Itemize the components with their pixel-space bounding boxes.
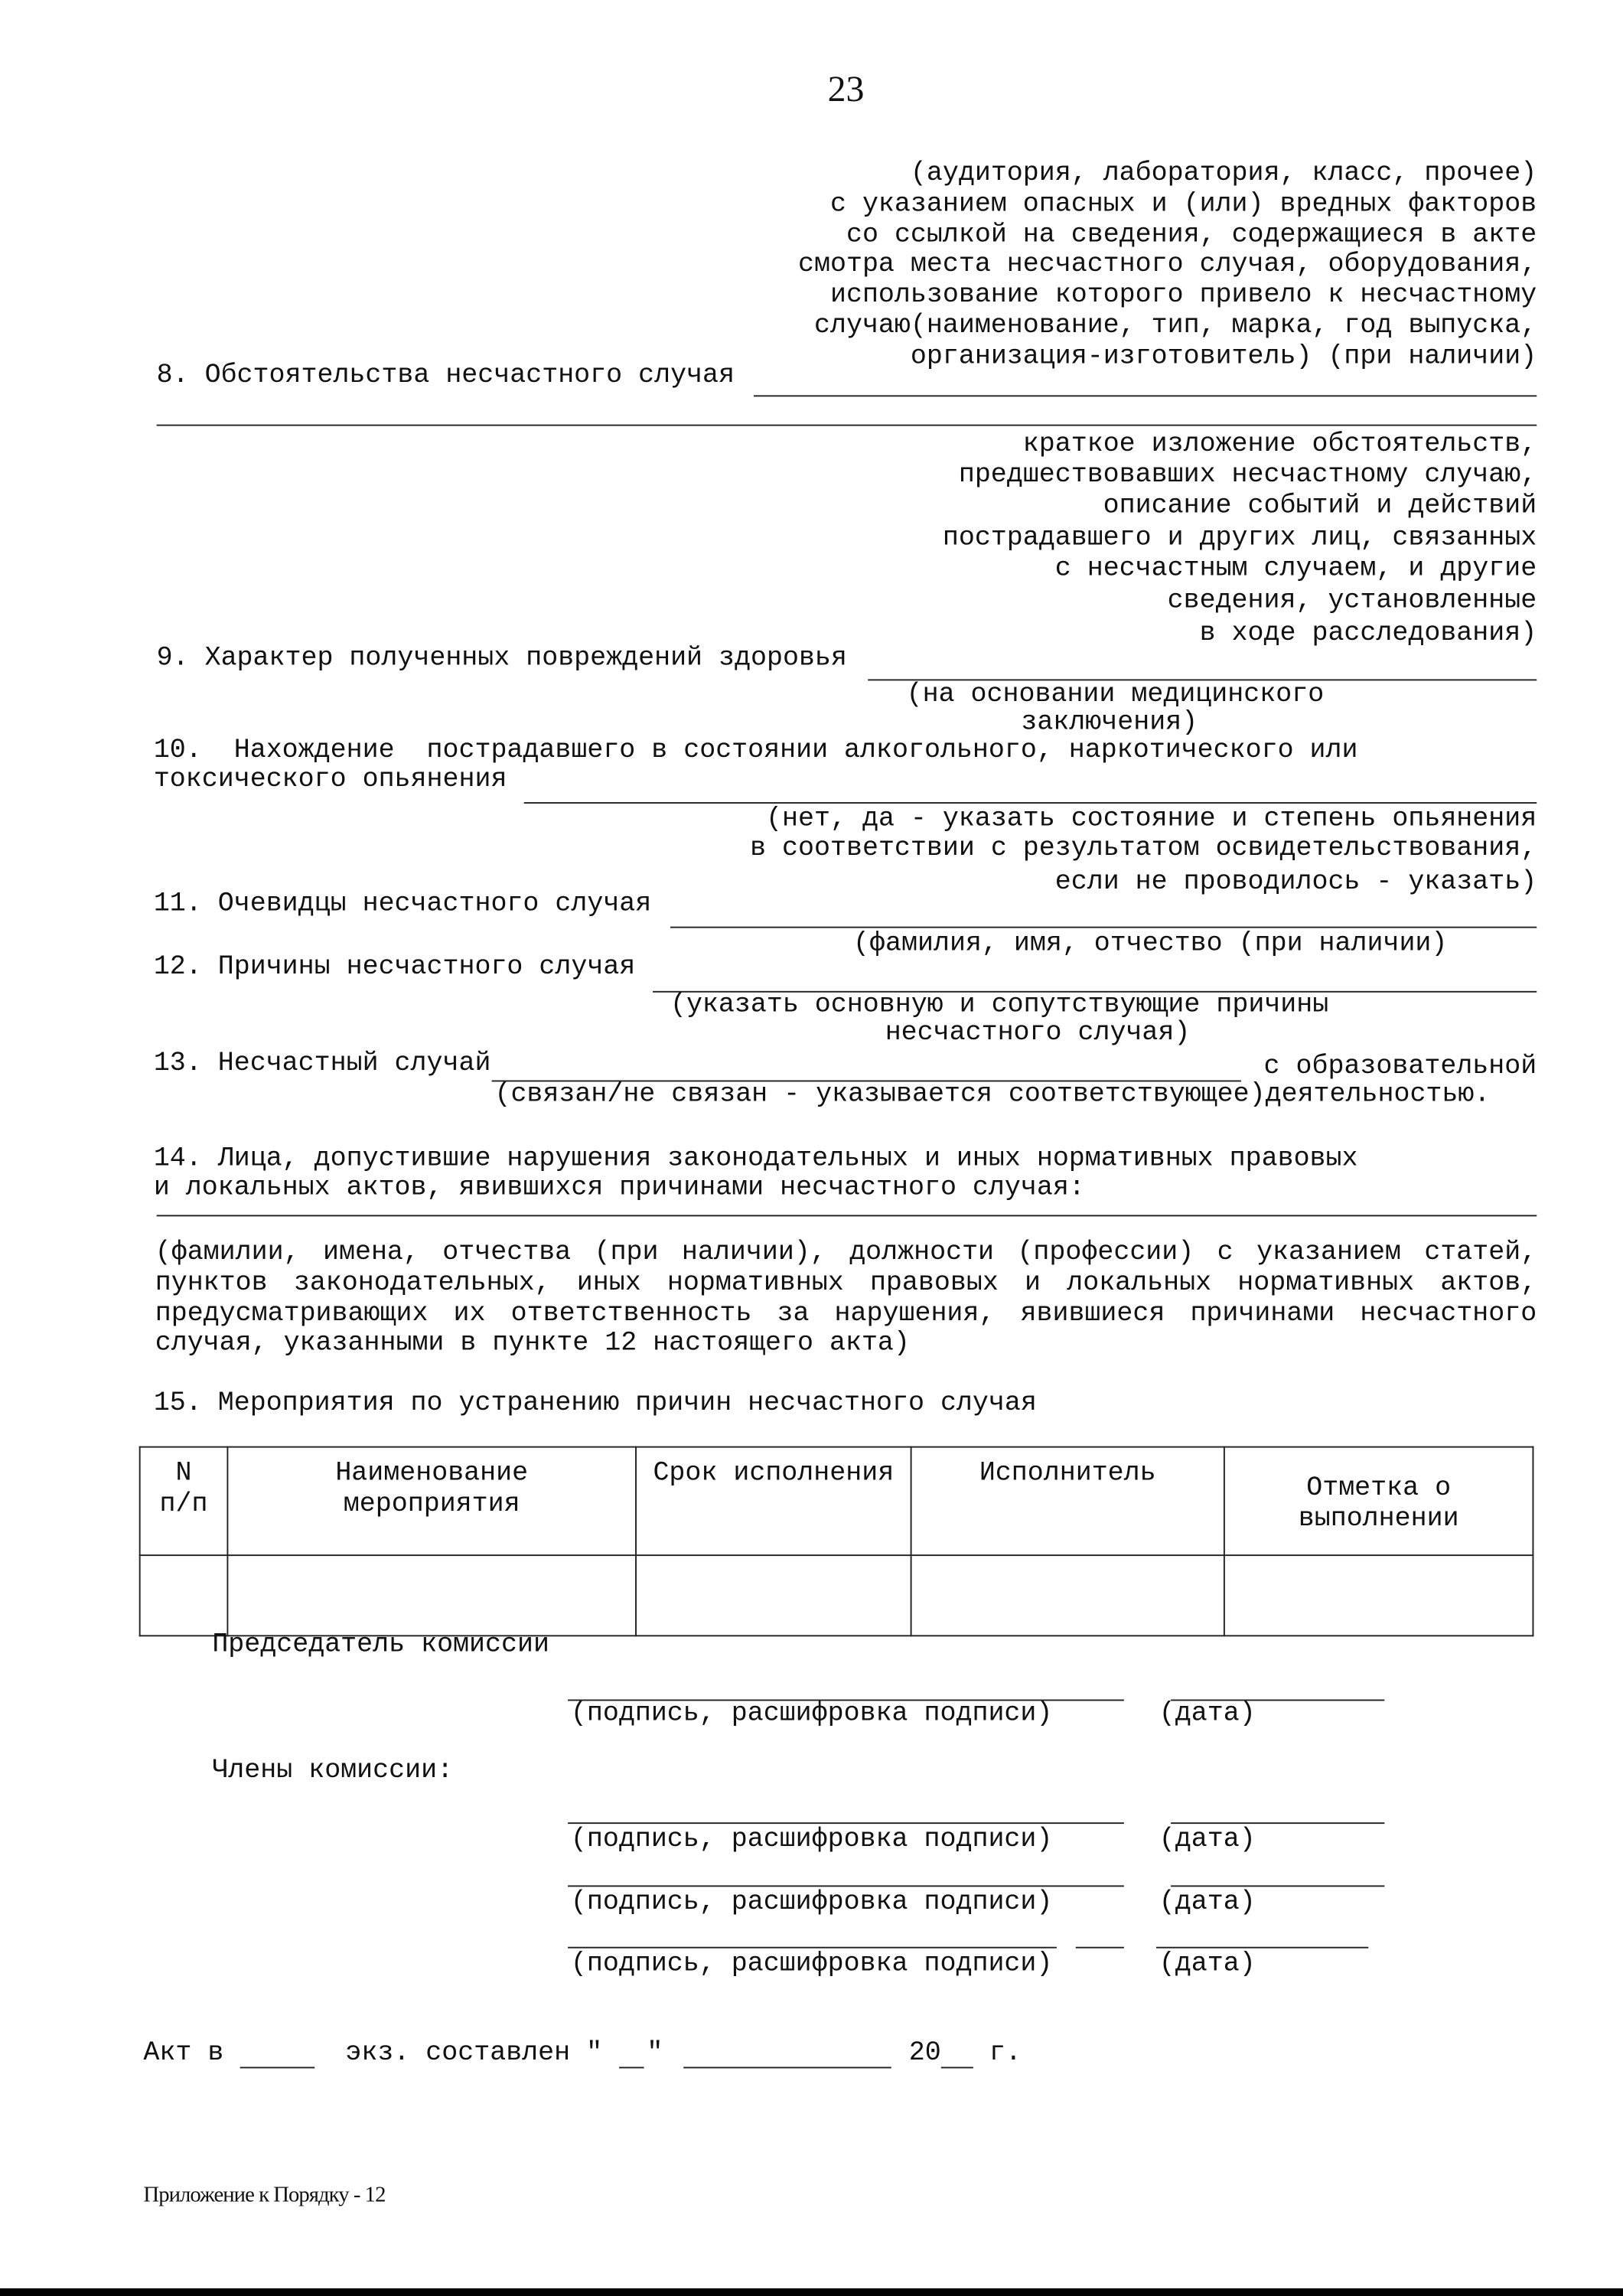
sec8-note: описание событий и действий bbox=[1103, 491, 1537, 521]
sec8-note: предшествовавших несчастному случаю, bbox=[958, 461, 1537, 491]
sec10-note: если не проводилось - указать) bbox=[1054, 868, 1537, 898]
member-signature-line[interactable] bbox=[568, 1822, 1124, 1824]
sec14-note-line: предусматривающих их ответственность за нарушения, явившиеся причинами несчастного bbox=[155, 1299, 1537, 1329]
sec7-note: организация-изготовитель) (при наличии) bbox=[910, 342, 1537, 372]
sec10-field-line[interactable] bbox=[524, 802, 1537, 804]
sec9-note: заключения) bbox=[1021, 708, 1198, 738]
sec8-note: в ходе расследования) bbox=[1199, 619, 1537, 649]
sec14-note-line: случая, указанными в пункте 12 настоящего акта) bbox=[155, 1329, 910, 1359]
table-cell[interactable] bbox=[911, 1555, 1224, 1636]
date-note: (дата) bbox=[1159, 1825, 1256, 1855]
page-number: 23 bbox=[827, 70, 865, 110]
sec7-note: смотра места несчастного случая, оборудования, bbox=[798, 250, 1537, 280]
sec10-note: (нет, да - указать состояние и степень опьянения bbox=[766, 804, 1537, 835]
act-year-suffix: г. bbox=[989, 2039, 1022, 2069]
sec10-label: 10. Нахождение пострадавшего в состоянии алкогольного, наркотического или bbox=[153, 736, 1358, 766]
member-date-line[interactable] bbox=[1171, 1885, 1384, 1887]
day-field-line[interactable] bbox=[619, 2067, 644, 2069]
sec11-field-line[interactable] bbox=[670, 927, 1537, 928]
sec8-note: сведения, установленные bbox=[1167, 586, 1537, 617]
col-executor: Исполнитель bbox=[911, 1447, 1224, 1556]
table-row bbox=[140, 1555, 1533, 1636]
table-cell[interactable] bbox=[140, 1555, 228, 1636]
signature-note: (подпись, расшифровка подписи) bbox=[570, 1825, 1053, 1855]
signature-note: (подпись, расшифровка подписи) bbox=[570, 1949, 1053, 1979]
member-signature-line[interactable] bbox=[568, 1885, 1124, 1887]
sec14-field-line[interactable] bbox=[157, 1215, 1537, 1216]
chairman-label: Председатель комиссии bbox=[212, 1630, 549, 1660]
act-copies-text: экз. составлен " bbox=[345, 2039, 603, 2069]
sec7-note: использование которого привело к несчастному bbox=[829, 281, 1537, 311]
sec8-note: краткое изложение обстоятельств, bbox=[1022, 430, 1537, 460]
footer-note: Приложение к Порядку - 12 bbox=[143, 2183, 386, 2208]
month-field-line[interactable] bbox=[683, 2067, 891, 2069]
date-note: (дата) bbox=[1159, 1888, 1256, 1918]
copies-field-line[interactable] bbox=[240, 2067, 315, 2069]
sec8-note: с несчастным случаем, и другие bbox=[1054, 554, 1537, 585]
signature-note: (подпись, расшифровка подписи) bbox=[570, 1699, 1053, 1729]
sec14-note-line: пунктов законодательных, иных нормативных правовых и локальных нормативных актов, bbox=[155, 1268, 1537, 1299]
sec8-field-line-2[interactable] bbox=[157, 425, 1537, 426]
sec10-label: токсического опьянения bbox=[153, 765, 507, 795]
sec8-note: пострадавшего и других лиц, связанных bbox=[942, 523, 1537, 553]
sec13-suffix: с образовательной bbox=[1263, 1052, 1537, 1082]
year-field-line[interactable] bbox=[941, 2067, 973, 2069]
member-signature-line-tail bbox=[1076, 1947, 1124, 1949]
sec9-note: (на основании медицинского bbox=[906, 680, 1325, 710]
date-note: (дата) bbox=[1159, 1949, 1256, 1979]
sec11-note: (фамилия, имя, отчество (при наличии) bbox=[853, 929, 1448, 959]
act-quote-close: " bbox=[647, 2039, 663, 2069]
sec14-note-line: (фамилии, имена, отчества (при наличии), должности (профессии) с указанием статей, bbox=[155, 1238, 1537, 1268]
col-number: N п/п bbox=[140, 1447, 228, 1556]
scan-edge-bar bbox=[0, 2288, 1623, 2296]
col-deadline: Срок исполнения bbox=[636, 1447, 911, 1556]
col-completion-mark: Отметка о выполнении bbox=[1224, 1447, 1533, 1556]
sec12-note: (указать основную и сопутствующие причины bbox=[670, 990, 1329, 1021]
table-cell[interactable] bbox=[636, 1555, 911, 1636]
members-label: Члены комиссии: bbox=[212, 1756, 454, 1786]
sec7-note: со ссылкой на сведения, содержащиеся в акте bbox=[846, 220, 1537, 251]
sec13-label: 13. Несчастный случай bbox=[153, 1049, 491, 1079]
sec8-label: 8. Обстоятельства несчастного случая bbox=[156, 361, 735, 391]
member-date-line[interactable] bbox=[1171, 1822, 1384, 1824]
date-note: (дата) bbox=[1159, 1699, 1256, 1729]
sec14-label: и локальных актов, явившихся причинами несчастного случая: bbox=[153, 1173, 1085, 1204]
sec7-note: случаю(наименование, тип, марка, год выпуска, bbox=[814, 311, 1537, 341]
sec7-note: (аудитория, лаборатория, класс, прочее) bbox=[910, 159, 1537, 189]
table-cell[interactable] bbox=[227, 1555, 636, 1636]
sec13-note: (связан/не связан - указывается соответствующее)деятельностью. bbox=[494, 1080, 1491, 1110]
sec8-field-line[interactable] bbox=[754, 395, 1537, 396]
col-measure: Наименование мероприятия bbox=[227, 1447, 636, 1556]
member-date-line[interactable] bbox=[1156, 1947, 1368, 1949]
sec11-label: 11. Очевидцы несчастного случая bbox=[153, 889, 652, 920]
measures-table bbox=[139, 1446, 1534, 1637]
sec14-label: 14. Лица, допустившие нарушения законодательных и иных нормативных правовых bbox=[153, 1144, 1358, 1174]
table-cell[interactable] bbox=[1224, 1555, 1533, 1636]
act-year-prefix: 20 bbox=[908, 2039, 941, 2069]
member-signature-line[interactable] bbox=[568, 1947, 1057, 1949]
sec12-label: 12. Причины несчастного случая bbox=[153, 953, 636, 983]
signature-note: (подпись, расшифровка подписи) bbox=[570, 1888, 1053, 1918]
act-prefix: Акт в bbox=[143, 2039, 224, 2069]
sec9-label: 9. Характер полученных повреждений здоровья bbox=[156, 644, 847, 673]
table-header-row bbox=[140, 1447, 1533, 1556]
sec7-note: с указанием опасных и (или) вредных факторов bbox=[829, 190, 1537, 220]
sec15-label: 15. Мероприятия по устранению причин несчастного случая bbox=[153, 1389, 1037, 1419]
sec10-note: в соответствии с результатом освидетельствования, bbox=[750, 834, 1537, 864]
sec12-note: несчастного случая) bbox=[885, 1019, 1191, 1049]
sec14-note bbox=[155, 1238, 1537, 1360]
